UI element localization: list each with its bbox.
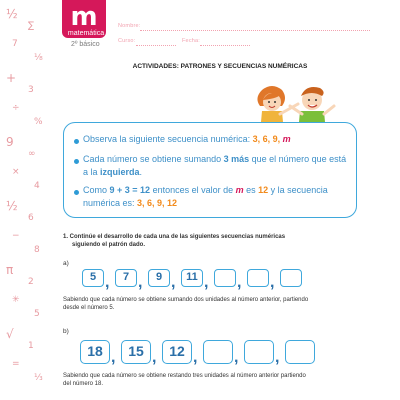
sequence-number-box: 5 [82,269,104,287]
info-line-1: Observa la siguiente secuencia numérica: 3, 6, 9, m [83,134,291,144]
logo-brand-text: matemática [67,30,105,37]
margin-doodle: 5 [34,309,40,319]
part-b-label: b) [63,328,69,335]
sequence-answer-box[interactable] [247,269,269,287]
info-line-3: Como 9 + 3 = 12 entonces el valor de m es 12 y la secuencia [83,185,328,195]
date-line[interactable] [200,45,250,46]
course-label: Curso: [118,38,136,44]
margin-doodle: 2 [28,277,34,287]
name-line[interactable] [140,30,370,31]
margin-doodle: ✳ [12,295,20,305]
margin-doodle: + [6,71,17,85]
sequence-comma: , [275,349,280,366]
margin-doodle: 6 [28,213,34,223]
example-info-box [63,122,357,218]
sequence-comma: , [138,274,143,291]
margin-doodle: ÷ [12,103,20,113]
margin-doodle: % [34,117,43,127]
margin-doodle: 7 [12,39,18,49]
part-b-description: Sabiendo que cada número se obtiene restando tres unidades al número anterior partiendo del número 18. [63,373,306,387]
part-a-description: Sabiendo que cada número se obtiene sumando dos unidades al número anterior, partiendo desde el número 5. [63,297,309,311]
bullet-icon [74,190,79,195]
margin-doodle: = [12,359,20,369]
margin-doodle: ⅓ [34,373,43,383]
sequence-number-box: 11 [181,269,203,287]
bullet-icon [74,139,79,144]
margin-doodle: ½ [6,7,18,21]
margin-doodle: ½ [6,199,18,213]
decorative-margin [0,0,60,400]
grade-label: 2º básico [71,41,100,48]
info-line-2b: a la izquierda. [83,167,143,177]
sequence-comma: , [105,274,110,291]
info-line-3b: numérica es: 3, 6, 9, 12 [83,198,178,208]
sequence-comma: , [237,274,242,291]
name-label: Nombre: [118,23,141,29]
sequence-comma: , [234,349,239,366]
sequence-number-box: 7 [115,269,137,287]
sequence-number-box: 12 [162,340,192,364]
margin-doodle: 4 [34,181,40,191]
sequence-number-box: 15 [121,340,151,364]
margin-doodle: π [6,263,14,277]
sequence-answer-box[interactable] [280,269,302,287]
sequence-comma: , [193,349,198,366]
margin-doodle: ∑ [28,21,35,31]
exercise-instruction: 1. Continúe el desarrollo de cada una de las siguientes secuencias numéricas siguiendo el patrón dado. [63,234,286,248]
margin-doodle: ⅛ [34,53,43,63]
page-title: ACTIVIDADES: PATRONES Y SECUENCIAS NUMÉRICAS [132,63,308,70]
sequence-answer-box[interactable] [214,269,236,287]
sequence-number-box: 9 [148,269,170,287]
margin-doodle: 8 [34,245,40,255]
logo-letter: m [70,2,98,32]
info-line-2: Cada número se obtiene sumando 3 más que el número que está [83,154,347,164]
sequence-answer-box[interactable] [203,340,233,364]
sequence-comma: , [111,349,116,366]
margin-doodle: 9 [6,135,14,149]
margin-doodle: ∞ [28,149,36,159]
course-line[interactable] [136,45,176,46]
sequence-comma: , [204,274,209,291]
margin-doodle: 1 [28,341,34,351]
date-label: Fecha: [182,38,201,44]
part-a-label: a) [63,260,69,267]
bullet-icon [74,159,79,164]
margin-doodle: 3 [28,85,34,95]
margin-doodle: × [12,167,20,177]
sequence-answer-box[interactable] [244,340,274,364]
sequence-comma: , [152,349,157,366]
sequence-comma: , [171,274,176,291]
margin-doodle: √ [6,327,14,341]
sequence-number-box: 18 [80,340,110,364]
sequence-comma: , [270,274,275,291]
margin-doodle: − [12,231,20,241]
sequence-answer-box[interactable] [285,340,315,364]
